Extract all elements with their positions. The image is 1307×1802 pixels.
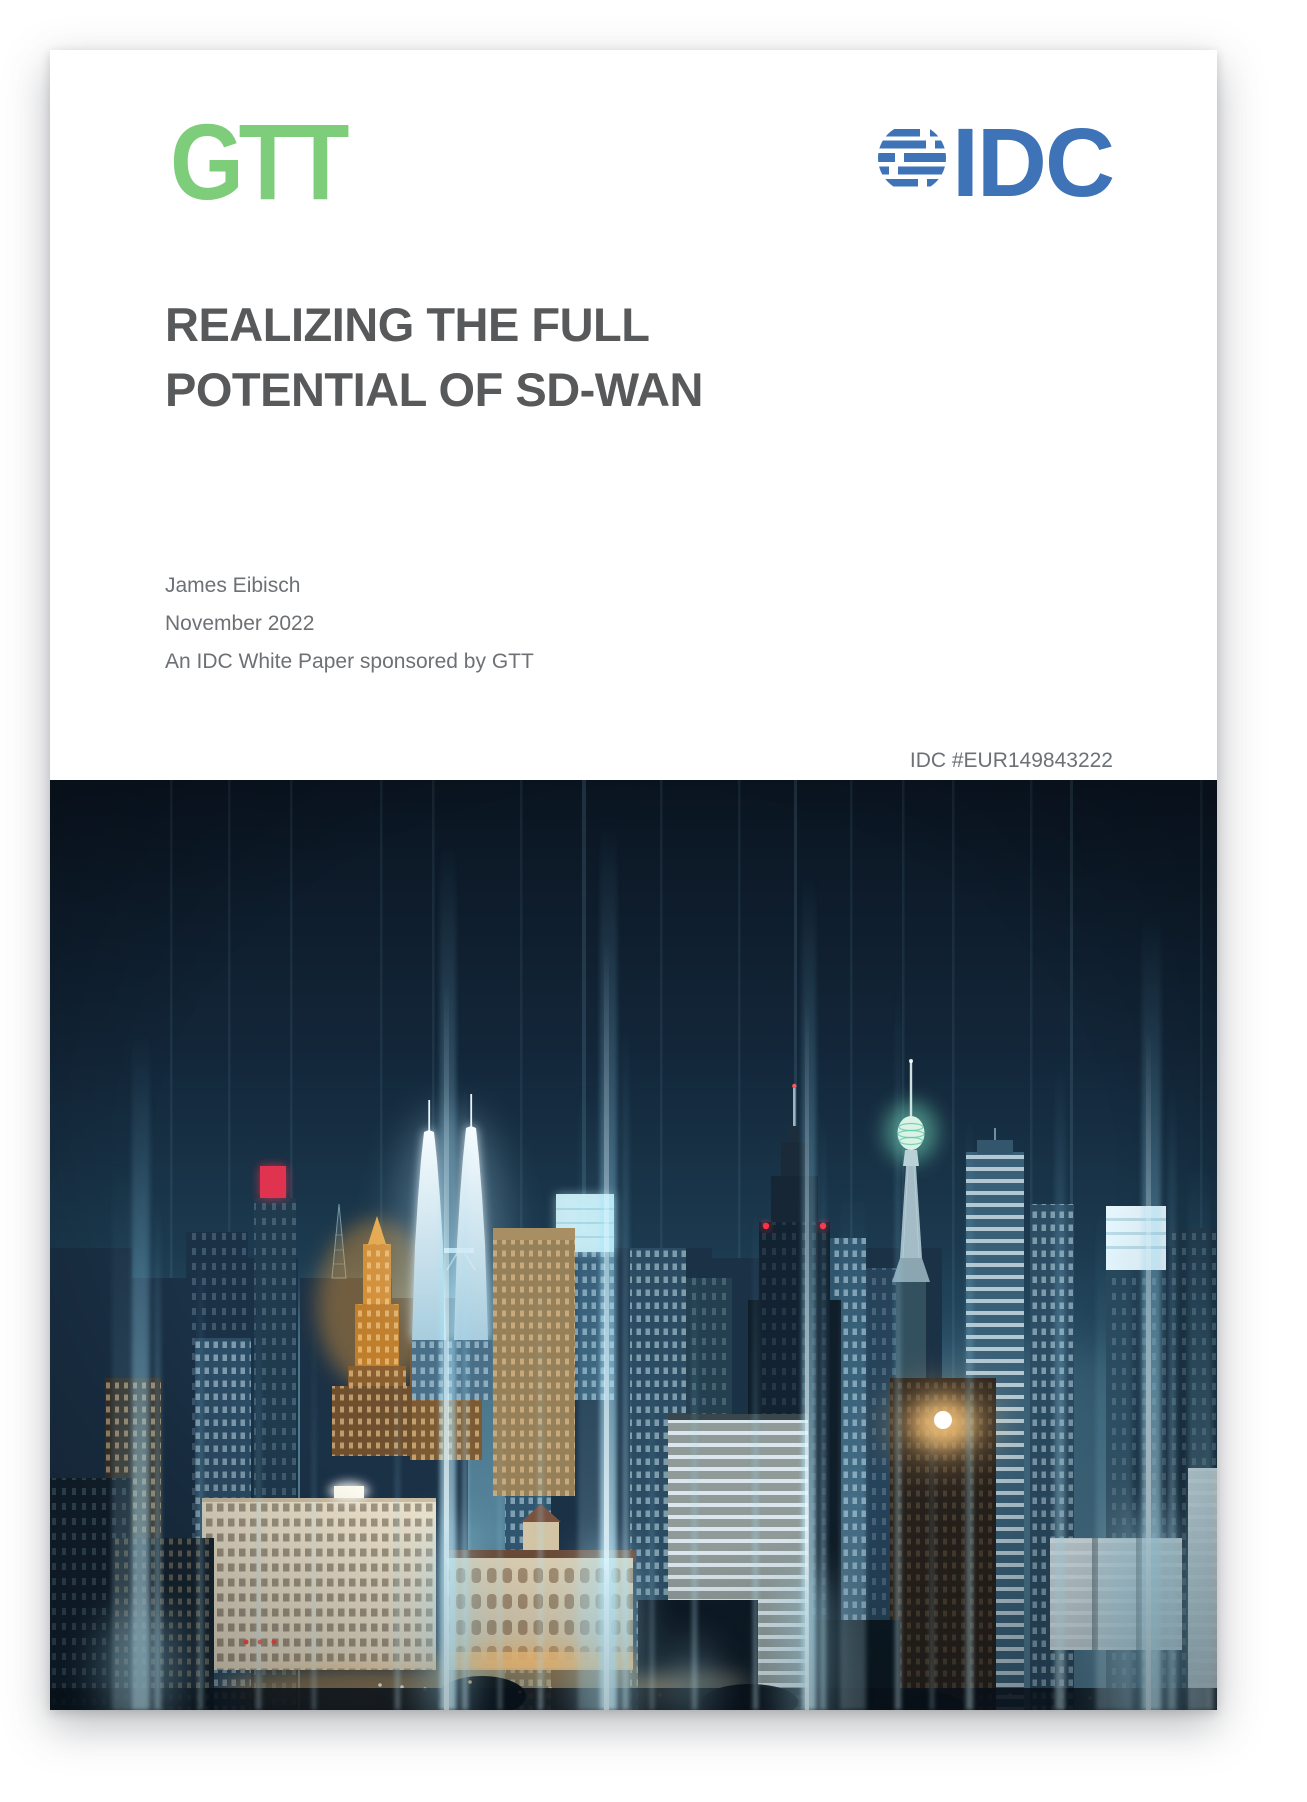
author-line: James Eibisch (165, 574, 301, 597)
idc-globe-icon (876, 122, 948, 194)
meta-block (165, 567, 534, 681)
cover-image (50, 780, 1217, 1710)
gtt-logo: GTT (170, 101, 345, 222)
city-skyline-image (50, 780, 1217, 1710)
date-line: November 2022 (165, 612, 315, 635)
page-title-line-1: REALIZING THE FULL (165, 298, 650, 351)
doc-number: IDC #EUR149843222 (909, 749, 1113, 772)
sponsor-line: An IDC White Paper sponsored by GTT (165, 650, 534, 673)
idc-logo-text: IDC (951, 108, 1113, 217)
page-title (165, 292, 925, 422)
page-title-line-2: POTENTIAL OF SD-WAN (165, 363, 703, 416)
document-page (50, 50, 1217, 1710)
idc-logo (876, 108, 1113, 217)
